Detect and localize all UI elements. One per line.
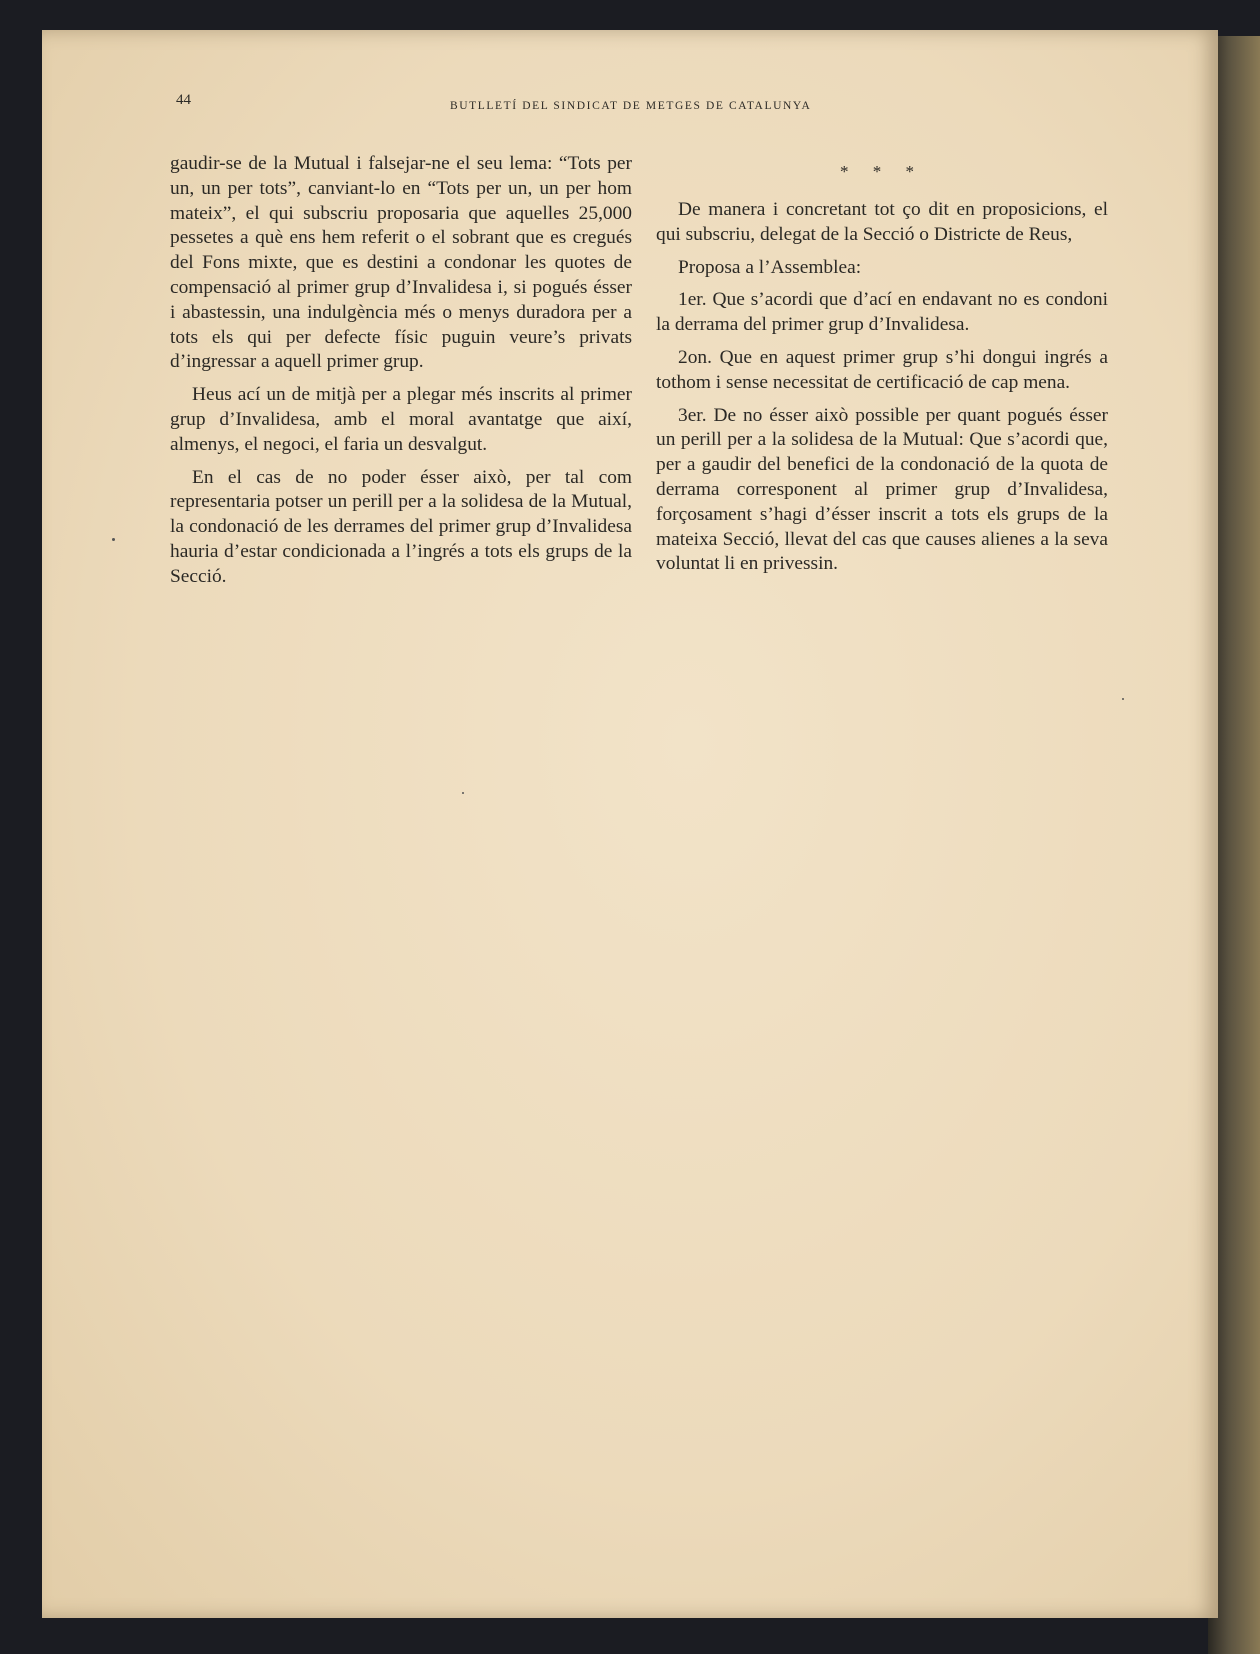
page-number: 44: [176, 92, 191, 108]
paper-speck: [462, 792, 464, 794]
document-page: [42, 30, 1218, 1618]
proposal-item-1: 1er. Que s’acordi que d’ací en endavant no es condoni la derrama del primer grup d’Invalidesa.: [656, 289, 1108, 336]
right-paragraph-1: De manera i concretant tot ço dit en proposicions, el qui subscriu, delegat de la Secció o Districte de Reus,: [656, 199, 1108, 245]
paper-speck: [1122, 698, 1124, 700]
right-column: [656, 158, 1108, 585]
left-paragraph-1: gaudir-se de la Mutual i falsejar-ne el seu lema: “Tots per un, un per tots”, canviant-lo en “Tots per un, un per hom mateix”, el qui subscriu proposaria que aquelles 25,000 pessetes a què ens hem referit o el sobrant que es cregués del Fons mixte, que es destini a condonar les quotes de compensació al primer grup d’Invalidesa i, si pogués ésser i abastessin, una indulgència més o menys duradora per a tots els qui per defecte físic puguin veure’s privats d’ingressar a aquell primer grup.: [170, 153, 632, 373]
left-paragraph-3: En el cas de no poder ésser això, per tal com representaria potser un perill per a la solidesa de la Mutual, la condonació de les derrames del primer grup d’Invalidesa hauria d’estar condicionada a l’ingrés a tots els grups de la Secció.: [170, 466, 632, 587]
section-separator: * * *: [840, 162, 924, 181]
left-paragraph-2: Heus ací un de mitjà per a plegar més inscrits al primer grup d’Invalidesa, amb el moral avantatge que així, almenys, el negoci, el faria un desvalgut.: [170, 384, 632, 455]
right-paragraph-2: Proposa a l’Assemblea:: [678, 256, 862, 278]
paper-speck: [112, 538, 115, 541]
left-column: [170, 152, 632, 598]
proposal-item-3: 3er. De no ésser això possible per quant pogués ésser un perill per a la solidesa de la Mutual: Que s’acordi que, per a gaudir del benefici de la condonació de la quota de derrama corresponent al primer grup d’Invalidesa, forçosament s’hagi d’ésser inscrit a tots els grups de la mateixa Secció, llevat del cas que causes alienes a la seva voluntat li en privessin.: [656, 404, 1108, 575]
proposal-item-2: 2on. Que en aquest primer grup s’hi dongui ingrés a tothom i sense necessitat de certificació de cap mena.: [656, 346, 1108, 393]
running-head: BUTLLETÍ DEL SINDICAT DE METGES DE CATALUNYA: [450, 100, 812, 112]
